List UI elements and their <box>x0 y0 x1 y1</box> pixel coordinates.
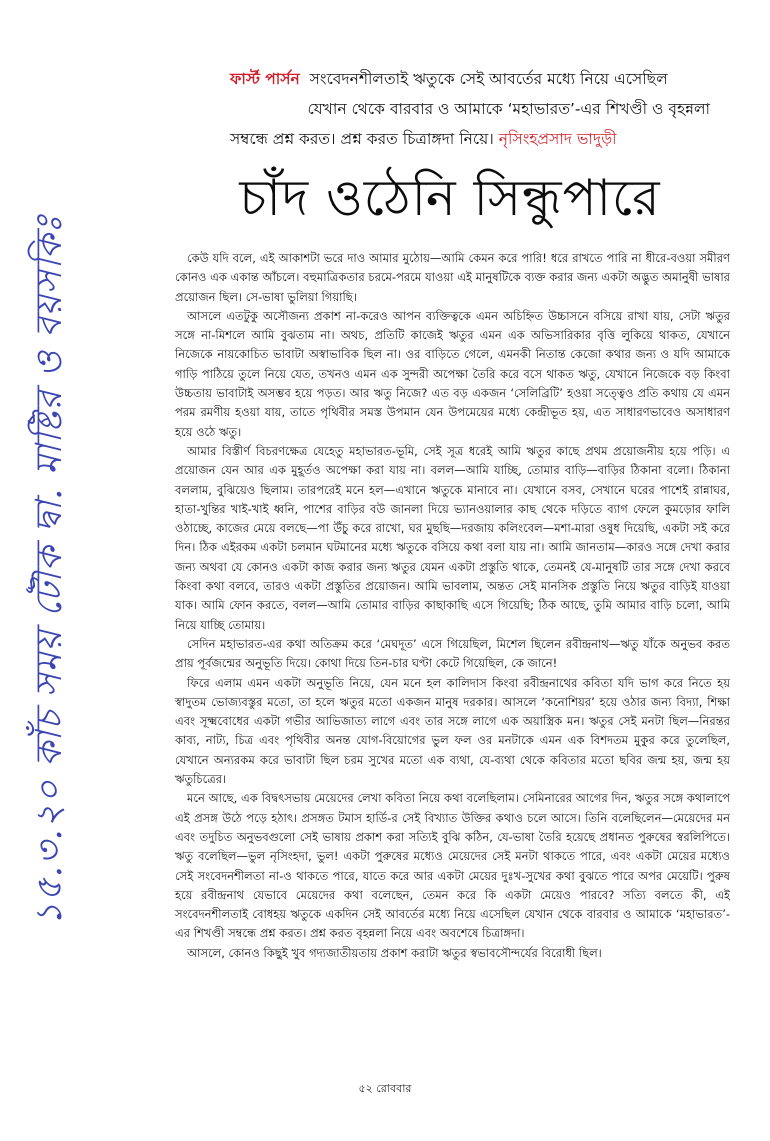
paragraph-2: আসলে এতটুকু অসৌজন্য প্রকাশ না-করেও আপন ব্যক্তিত্বকে এমন অচিহ্নিত উচ্চাসনে বসিয়ে রাখা যায়, সেটা ঋতুর সঙ্গে না-মিশলে আমি বুঝতাম না। অথচ, প্রতিটি কাজেই ঋতুর এমন এক অভিসারিকার বৃত্তি লুকিয়ে থাকত, যেখানে নিজেকে নায়কোচিত ভাবাটা অস্বাভাবিক ছিল না। ওর বাড়িতে গেলে, এমনকী নিতান্ত কেজো কথার জন্য ও যদি আমাকে গাড়ি পাঠিয়ে তুলে নিয়ে যেত, তখনও এমন এক সুন্দরী অপেক্ষা তৈরি করে বসে থাকত ঋতু, যেখানে নিজেকে বড় কিংবা উচ্চতায় ভাবাটাই অসম্ভব হয়ে পড়ত। আর ঋতু নিজে? এত বড় একজন ‘সেলিব্রিটি’ হওয়া সত্ত্বেও প্রতি কথায় যে এমন পরম রমণীয় হওয়া যায়, তাতে পৃথিবীর সমস্ত উপমান যেন উপমেয়ের মধ্যে কেন্দ্রীভূত হয়, এত সাধারণভাবেও অসাধারণ হয়ে ওঠে ঋতু। <box>175 308 730 439</box>
header-line-2: যেখান থেকে বারবার ও আমাকে ‘মহাভারত’-এর শিখণ্ডী ও বৃহন্নলা <box>307 100 710 118</box>
page-footer: ৫২ রোববার <box>358 1082 412 1095</box>
article-title: চাঁদ ওঠেনি সিন্ধুপারে <box>239 169 661 227</box>
paragraph-7: আসলে, কোনও কিছুই খুব গদ্যজাতীয়তায় প্রকাশ করাটা ঋতুর স্বভাবসৌন্দর্যের বিরোধী ছিল। <box>187 945 602 960</box>
handwritten-margin-note: ১৫.৩.২০ কাঁচ সময় টৌক দ্বা. মাষ্টির ও বয়সকিঃ <box>29 213 70 927</box>
header-text-3: সম্বন্ধে প্রশ্ন করত। প্রশ্ন করত চিত্রাঙ্গদা নিয়ে। <box>230 130 494 148</box>
paragraph-3: আমার বিস্তীর্ণ বিচরণক্ষেত্র যেহেতু মহাভারত-ভূমি, সেই সূত্র ধরেই আমি ঋতুর কাছে প্রথম প্রয়োজনীয় হয়ে পড়ি। এ প্রয়োজন যেন আর এক মুহূর্তও অপেক্ষা করা যায় না। বলল—আমি যাচ্ছি, তোমার বাড়ি—বাড়ির ঠিকানা বলো। ঠিকানা বললাম, বুঝিয়েও ছিলাম। তারপরেই মনে হল—এখানে ঋতুকে মানাবে না। যেখানে বসব, সেখানে ঘরের পাশেই রান্নাঘর, হাতা-খুন্তির খাই-খাই ধ্বনি, পাশের বাড়ির বউ জানলা দিয়ে ভ্যানওয়ালার কাছ থেকে দড়িতে ব্যাগ ফেলে কুমড়োর ফালি ওঠাচ্ছে, কাজের মেয়ে বলছে—পা উঁচু করে রাখো, ঘর মুছছি—দরজায় কলিংবেল—মশা-মারা ওষুধ দিয়েছি, একটা সই করে দিন। ঠিক এইরকম একটা চলমান ঘটমানের মধ্যে ঋতুকে বসিয়ে কথা বলা যায় না। আমি জানতাম—কারও সঙ্গে দেখা করার জন্য অথবা যে কোনও একটা কাজ করার জন্য ঋতুর যেমন একটা প্রস্তুতি থাকে, তেমনই যে-মানুষটি তার সঙ্গে দেখা করবে কিংবা কথা বলবে, তারও একটা প্রস্তুতির প্রয়োজন। আমি ভাবলাম, অন্তত সেই মানসিক প্রস্তুতি নিয়ে ঋতুর বাড়িই যাওয়া যাক। আমি ফোন করতে, বলল—আমি তোমার বাড়ির কাছাকাছি এসে গিয়েছি; ঠিক আছে, তুমি আমার বাড়ি চলো, আমি নিয়ে যাচ্ছি তোমায়। <box>175 443 730 632</box>
section-tag: ফার্স্ট পার্সন <box>230 70 300 88</box>
article-header <box>230 64 710 154</box>
paragraph-4: সেদিন মহাভারত-এর কথা অতিক্রম করে ‘মেঘদূত’ এসে গিয়েছিল, মিশেল ছিলেন রবীন্দ্রনাথ—ঋতু যাঁকে অনুভব করত প্রায় পূর্বজন্মের অনুভূতি দিয়ে। কোথা দিয়ে তিন-চার ঘণ্টা কেটে গিয়েছিল, কে জানে! <box>175 636 730 671</box>
header-text-1: সংবেদনশীলতাই ঋতুকে সেই আবর্তের মধ্যে নিয়ে এসেছিল <box>309 70 668 88</box>
paragraph-1: কেউ যদি বলে, এই আকাশটা ভরে দাও আমার মুঠোয়—আমি কেমন করে পারি! ধরে রাখতে পারি না ধীরে-বওয়া সমীরণ কোনও এক একান্ত আঁচলে। বহুমাত্রিকতার চরমে-পরমে যাওয়া এই মানুষটিকে ব্যক্ত করার জন্য একটা অদ্ভুত অমানুষী ভাষার প্রয়োজন ছিল। সে-ভাষা ভুলিয়া গিয়াছি। <box>175 251 730 304</box>
article-body <box>175 249 730 963</box>
author-name: নৃসিংহপ্রসাদ ভাদুড়ী <box>498 130 617 148</box>
header-line-1 <box>230 64 710 94</box>
header-line-3 <box>230 124 710 154</box>
paragraph-6: মনে আছে, এক বিদ্বৎসভায় মেয়েদের লেখা কবিতা নিয়ে কথা বলেছিলাম। সেমিনারের আগের দিন, ঋতুর সঙ্গে কথালাপে এই প্রসঙ্গ উঠে পড়ে হঠাৎ। প্রসঙ্গত টমাস হার্ডি-র সেই বিখ্যাত উক্তির কথাও চলে আসে। তিনি বলেছিলেন—মেয়েদের মন এবং তদুচিত অনুভবগুলো সেই ভাষায় প্রকাশ করা সত্যিই বুঝি কঠিন, যে-ভাষা তৈরি হয়েছে প্রধানত পুরুষের স্বরলিপিতে। ঋতু বলেছিল—ভুল নৃসিংহদা, ভুল! একটা পুরুষের মধ্যেও মেয়েদের সেই মনটা থাকতে পারে, এবং একটা মেয়ের মধ্যেও সেই সংবেদনশীলতা না-ও থাকতে পারে, যাতে করে আর একটা মেয়ের দুঃখ-সুখের কথা বুঝতে পারে অপর মেয়েটি। পুরুষ হয়ে রবীন্দ্রনাথ যেভাবে মেয়েদের কথা বলেছেন, তেমন করে কি একটা মেয়েও পারবে? সত্যি বলতে কী, এই সংবেদনশীলতাই বোধহয় ঋতুকে একদিন সেই আবর্তের মধ্যে নিয়ে এসেছিল যেখান থেকে বারবার ও আমাকে ‘মহাভারত’-এর শিখণ্ডী সম্বন্ধে প্রশ্ন করত। প্রশ্ন করত বৃহন্নলা নিয়ে এবং অবশেষে চিত্রাঙ্গদা। <box>175 791 730 941</box>
paragraph-5: ফিরে এলাম এমন একটা অনুভূতি নিয়ে, যেন মনে হল কালিদাস কিংবা রবীন্দ্রনাথের কবিতা যদি ভাগ করে নিতে হয় স্বাদুতম ভোজ্যবস্তুর মতো, তা হলে ঋতুর মতো একজন মানুষ দরকার। আসলে ‘কনোশিয়র’ হয়ে ওঠার জন্য বিদ্যা, শিক্ষা এবং সূক্ষ্মবোধের একটা গভীর আভিজাত্য লাগে এবং তার সঙ্গে লাগে এক অয়াস্ত্রিক মন। ঋতুর সেই মনটা ছিল—নিরন্তর কাব্য, নাট্য, চিত্র এবং পৃথিবীর অনন্ত যোগ-বিয়োগের ভুল ফল ওর মনটাকে এমন এক বিশদতম মুকুর করে তুলেছিল, যেখানে অন্যরকম করে ভাবাটা ছিল চরম সুখের মতো এক ব্যথা, যে-ব্যথা থেকে কবিতার মতো ছবির জন্ম হয়, জন্ম হয় ঋতুচিত্রের। <box>175 675 730 787</box>
